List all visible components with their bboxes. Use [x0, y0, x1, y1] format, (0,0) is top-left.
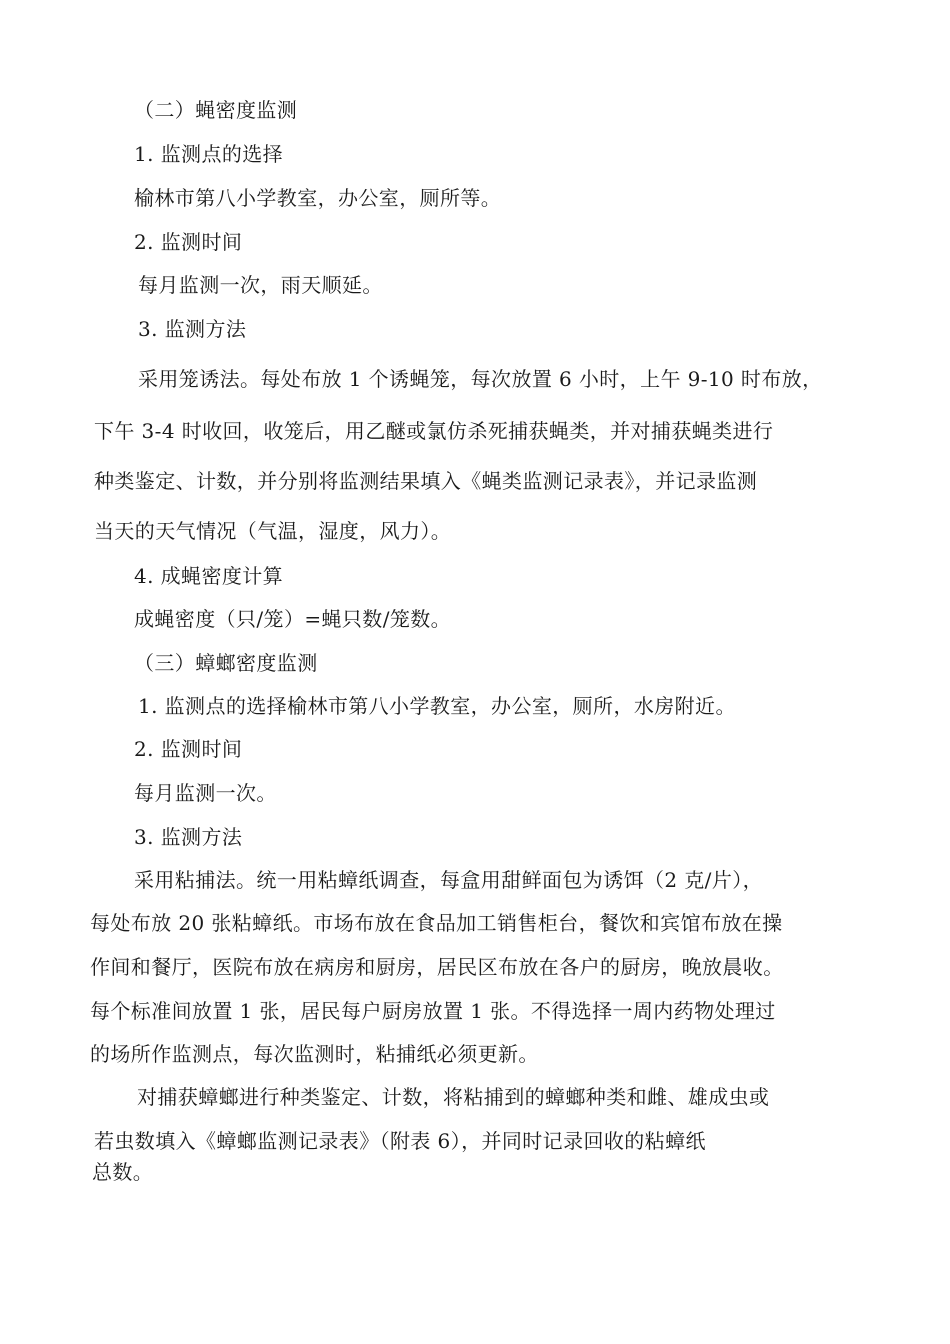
fly-site-selection-heading: 1. 监测点的选择	[134, 142, 284, 166]
fly-time-heading: 2. 监测时间	[134, 230, 243, 254]
cockroach-record-line-3: 总数。	[92, 1160, 154, 1184]
cockroach-method-heading: 3. 监测方法	[134, 825, 243, 849]
fly-method-line-1: 采用笼诱法。每处布放 1 个诱蝇笼，每次放置 6 小时，上午 9-10 时布放，	[138, 367, 823, 391]
cockroach-time-text: 每月监测一次。	[134, 781, 277, 805]
fly-density-formula: 成蝇密度（只/笼）=蝇只数/笼数。	[134, 607, 452, 631]
cockroach-record-line-2: 若虫数填入《蟑螂监测记录表》（附表 6），并同时记录回收的粘蟑纸	[94, 1129, 706, 1153]
fly-method-line-4: 当天的天气情况（气温，湿度，风力）。	[94, 519, 452, 543]
cockroach-method-line-1: 采用粘捕法。统一用粘蟑纸调查，每盒用甜鲜面包为诱饵（2 克/片），	[134, 868, 764, 892]
cockroach-time-heading: 2. 监测时间	[134, 737, 243, 761]
cockroach-method-line-4: 每个标准间放置 1 张，居民每户厨房放置 1 张。不得选择一周内药物处理过	[90, 999, 776, 1023]
fly-method-line-3: 种类鉴定、计数，并分别将监测结果填入《蝇类监测记录表》，并记录监测	[94, 469, 758, 493]
cockroach-site-selection: 1. 监测点的选择榆林市第八小学教室，办公室，厕所，水房附近。	[138, 694, 736, 718]
section-heading-cockroach-density: （三）蟑螂密度监测	[134, 651, 318, 675]
fly-density-calc-heading: 4. 成蝇密度计算	[134, 564, 284, 588]
fly-site-selection-text: 榆林市第八小学教室，办公室，厕所等。	[134, 186, 502, 210]
fly-method-line-2: 下午 3-4 时收回，收笼后，用乙醚或氯仿杀死捕获蝇类，并对捕获蝇类进行	[94, 419, 774, 443]
cockroach-method-line-2: 每处布放 20 张粘蟑纸。市场布放在食品加工销售柜台，餐饮和宾馆布放在操	[90, 911, 783, 935]
section-heading-fly-density: （二）蝇密度监测	[134, 98, 298, 122]
fly-time-text: 每月监测一次，雨天顺延。	[138, 273, 383, 297]
fly-method-heading: 3. 监测方法	[138, 317, 247, 341]
cockroach-method-line-3: 作间和餐厅，医院布放在病房和厨房，居民区布放在各户的厨房，晚放晨收。	[90, 955, 784, 979]
cockroach-record-line-1: 对捕获蟑螂进行种类鉴定、计数，将粘捕到的蟑螂种类和雌、雄成虫或	[137, 1085, 770, 1109]
cockroach-method-line-5: 的场所作监测点，每次监测时，粘捕纸必须更新。	[90, 1042, 539, 1066]
